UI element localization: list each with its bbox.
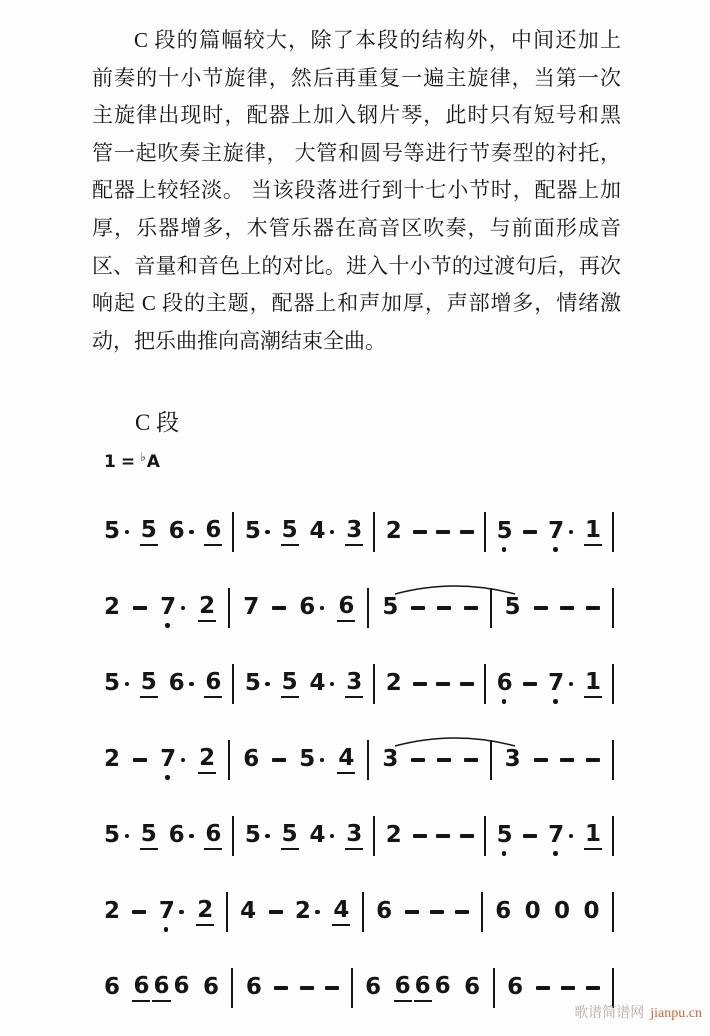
duration-dash [405,910,419,913]
note: 2 [198,747,216,774]
notation-line [103,813,614,859]
key-name: A [146,452,160,472]
note: 7 [159,748,186,773]
notation-line [103,737,614,783]
paragraph-line: 厚，乐器增多，木管乐器在高音区吹奏，与前面形成音 [92,215,621,240]
notation-line [103,965,614,1011]
note: 5 [244,824,271,849]
low-octave-dot-icon [553,851,558,856]
key-tonic: 1 [104,452,116,472]
paragraph-line: 动，把乐曲推向高潮结束全曲。 [92,328,386,353]
duration-dash [132,910,146,913]
note: 5 [103,824,130,849]
note: 3 [345,823,363,850]
low-octave-dot-icon [553,547,558,552]
note: 6 [204,671,222,698]
barline [373,664,375,704]
note: 2 [104,593,121,620]
duration-dash [430,910,444,913]
note: 5 [496,520,514,545]
note: 2 [104,745,121,772]
paragraph-line: 响起 C 段的主题，配器上和声加厚，声部增多，情绪激 [92,291,621,316]
note: 6 [298,596,325,621]
barline [612,816,614,856]
duration-dash [269,910,283,913]
note: 5 [244,520,271,545]
duration-dash [560,758,574,761]
note: 6 [365,973,382,1000]
barline [373,512,375,552]
paragraph-line: 配器上较轻淡。 当该段落进行到十七小节时，配器上加 [92,178,621,203]
dot-after-icon [265,834,270,839]
note: 7 [159,596,186,621]
barline [367,740,369,780]
barline [232,664,234,704]
barline [612,740,614,780]
watermark-site-name: 歌谱简谱网 [574,1006,645,1021]
low-octave-dot-icon [165,775,170,780]
note: 7 [547,520,574,545]
note: 5 [281,519,299,546]
note: 2 [198,595,216,622]
note: 5 [140,823,158,850]
note: 5 [496,824,514,849]
note: 5 [140,519,158,546]
dot-after-icon [315,910,320,915]
notation-line [103,509,614,555]
barline [226,892,228,932]
note: 6 6 6 [394,975,452,1002]
note: 4 [308,672,335,697]
note: 5 [281,823,299,850]
note: 6 [337,595,355,622]
paragraph-line: 主旋律出现时，配器上加入钢片琴，此时只有短号和黑 [92,103,621,128]
duration-dash [586,606,600,609]
note: 5 [103,672,130,697]
barline [612,664,614,704]
note: 7 [547,672,574,697]
dot-after-icon [330,682,335,687]
dot-after-icon [265,682,270,687]
low-octave-dot-icon [165,623,170,628]
note: 5 [382,593,399,620]
paragraph-line: 管一起吹奏主旋律， 大管和圆号等进行节奏型的衬托， [92,140,621,165]
dot-after-icon [189,682,194,687]
note: 6 6 6 [132,975,190,1002]
low-octave-dot-icon [502,699,507,704]
note: 2 [385,669,402,696]
barline [373,816,375,856]
duration-dash [133,758,147,761]
duration-dash [586,986,600,989]
rest-note: 0 [554,897,571,924]
notation-line [103,889,614,935]
note: 6 [204,823,222,850]
note: 5 [140,671,158,698]
dot-after-icon [181,758,186,763]
note: 1 [584,823,602,850]
dot-after-icon [569,834,574,839]
note: 5 [298,748,325,773]
watermark-site-url[interactable]: jianpu.cn [650,1006,702,1021]
note: 3 [345,519,363,546]
duration-dash [523,530,537,533]
dot-after-icon [189,834,194,839]
dot-after-icon [125,530,130,535]
barline [231,968,233,1008]
barline [232,816,234,856]
note: 3 [345,671,363,698]
duration-dash [586,758,600,761]
duration-dash [411,758,425,761]
duration-dash [460,682,474,685]
barline [481,892,483,932]
notation-line [103,585,614,631]
note: 4 [240,897,257,924]
duration-dash [561,986,575,989]
dot-after-icon [181,606,186,611]
duration-dash [464,606,478,609]
note: 4 [308,824,335,849]
barline [484,664,486,704]
paragraph-line: 前奏的十小节旋律，然后再重复一遍主旋律，当第一次 [92,65,621,90]
dot-after-icon [330,530,335,535]
note: 6 [243,745,260,772]
section-heading: C 段 [135,410,180,435]
note: 6 [168,520,195,545]
dot-after-icon [265,530,270,535]
note: 6 [168,672,195,697]
barline [367,588,369,628]
note: 6 [202,973,219,1000]
duration-dash [523,682,537,685]
note: 6 [507,973,524,1000]
barline [228,740,230,780]
low-octave-dot-icon [553,699,558,704]
barline [612,588,614,628]
duration-dash [413,530,427,533]
dot-after-icon [330,834,335,839]
flat-icon: ♭ [140,450,146,464]
note: 5 [244,672,271,697]
duration-dash [411,606,425,609]
barline [484,816,486,856]
dot-after-icon [569,682,574,687]
duration-dash [536,986,550,989]
note: 5 [504,593,521,620]
note: 2 [385,517,402,544]
duration-dash [464,758,478,761]
note: 7 [158,900,185,925]
note: 2 [104,897,121,924]
key-equals: = [120,452,136,472]
notation-line [103,661,614,707]
duration-dash [272,606,286,609]
dot-after-icon [179,910,184,915]
duration-dash [272,758,286,761]
note: 5 [103,520,130,545]
barline [484,512,486,552]
watermark [574,1002,702,1022]
low-octave-dot-icon [502,851,507,856]
duration-dash [534,606,548,609]
key-signature [104,450,160,472]
barline [232,512,234,552]
barline [228,588,230,628]
rest-note: 0 [524,897,541,924]
note: 2 [385,821,402,848]
rest-note: 0 [583,897,600,924]
dot-after-icon [125,682,130,687]
note: 2 [196,899,214,926]
duration-dash [325,986,339,989]
duration-dash [274,986,288,989]
note: 6 [495,897,512,924]
dot-after-icon [320,758,325,763]
duration-dash [413,682,427,685]
duration-dash [300,986,314,989]
description-paragraph [92,22,621,360]
barline [490,740,492,780]
duration-dash [523,834,537,837]
dot-after-icon [569,530,574,535]
note: 4 [332,899,350,926]
dot-after-icon [125,834,130,839]
barline [612,892,614,932]
note: 6 [376,897,393,924]
low-octave-dot-icon [502,547,507,552]
barline [490,588,492,628]
duration-dash [460,834,474,837]
note: 6 [245,973,262,1000]
duration-dash [437,606,451,609]
duration-dash [455,910,469,913]
paragraph-line: C 段的篇幅较大，除了本段的结构外，中间还加上 [134,28,621,52]
duration-dash [413,834,427,837]
duration-dash [436,834,450,837]
duration-dash [436,682,450,685]
barline [612,512,614,552]
note: 4 [308,520,335,545]
note: 3 [382,745,399,772]
note: 6 [204,519,222,546]
duration-dash [560,606,574,609]
note: 6 [104,973,121,1000]
note: 1 [584,671,602,698]
duration-dash [460,530,474,533]
barline [493,968,495,1008]
note: 7 [243,593,260,620]
note: 6 [168,824,195,849]
notation-area [103,509,614,1036]
duration-dash [534,758,548,761]
note: 2 [294,900,321,925]
barline [351,968,353,1008]
note: 4 [337,747,355,774]
duration-dash [437,758,451,761]
duration-dash [436,530,450,533]
note: 6 [496,672,514,697]
duration-dash [133,606,147,609]
note: 1 [584,519,602,546]
paragraph-line: 区、音量和音色上的对比。进入十小节的过渡句后，再次 [92,253,621,278]
note: 5 [281,671,299,698]
dot-after-icon [189,530,194,535]
note: 6 [464,973,481,1000]
low-octave-dot-icon [164,927,169,932]
dot-after-icon [320,606,325,611]
note: 7 [547,824,574,849]
barline [362,892,364,932]
note: 3 [504,745,521,772]
